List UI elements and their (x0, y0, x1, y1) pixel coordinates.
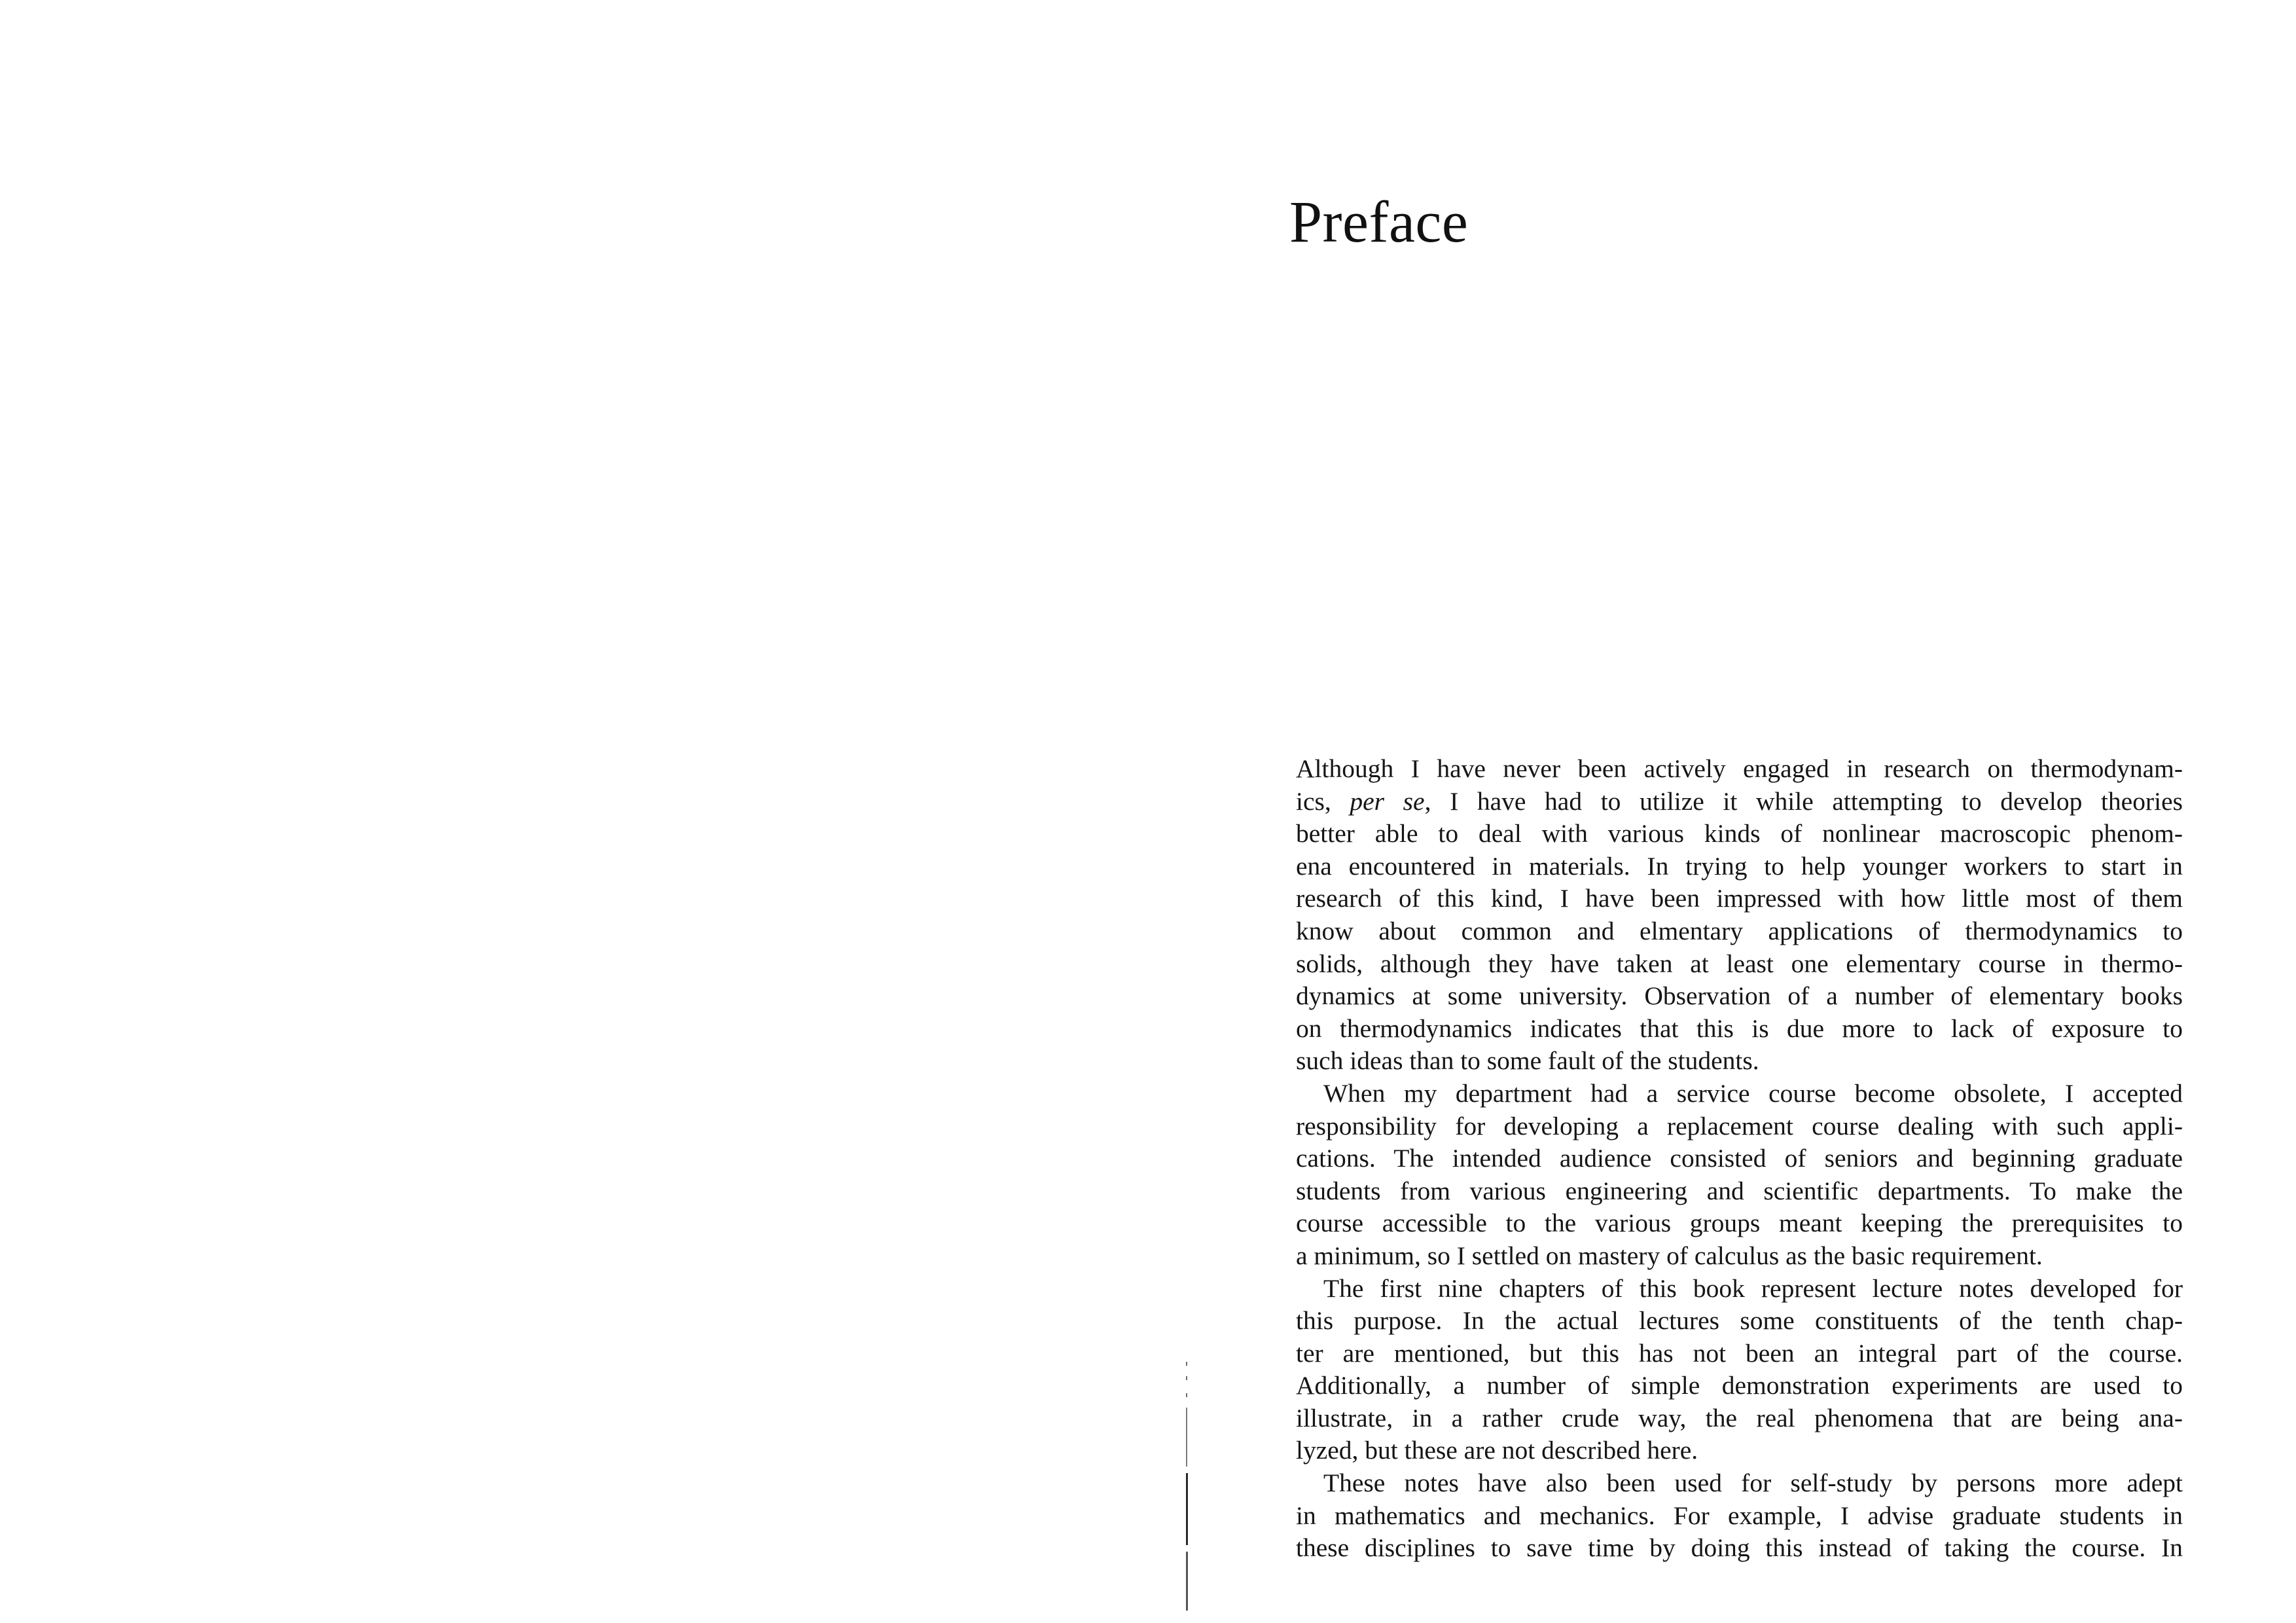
text-line: The first nine chapters of this book represent lecture notes developed for (1323, 1273, 2183, 1303)
text-line: these disciplines to save time by doing this instead of taking the course. In (1296, 1533, 2183, 1563)
text-line: responsibility for developing a replacement course dealing with such appli- (1296, 1111, 2183, 1140)
emphasis-per-se: per se (1350, 786, 1425, 816)
text-line: course accessible to the various groups meant keeping the prerequisites to (1296, 1209, 2183, 1238)
text-line: ter are mentioned, but this has not been an integral part of the course. (1296, 1338, 2183, 1368)
paragraph-4 (1296, 1467, 2183, 1565)
right-page (1198, 0, 2296, 1623)
text-line: this purpose. In the actual lectures some constituents of the tenth chap- (1296, 1306, 2183, 1336)
text-line: students from various engineering and scientific departments. To make the (1296, 1176, 2183, 1205)
paragraph-1 (1296, 753, 2183, 1078)
page-title: Preface (1289, 190, 1469, 255)
text-line: cations. The intended audience consisted of seniors and beginning graduate (1296, 1144, 2183, 1173)
text-line: know about common and elmentary applications of thermodynamics to (1296, 916, 2183, 945)
text-line: on thermodynamics indicates that this is due more to lack of exposure to (1296, 1013, 2183, 1043)
text-line: a minimum, so I settled on mastery of calculus as the basic requirement. (1296, 1241, 2043, 1270)
text-line: research of this kind, I have been impressed with how little most of them (1296, 884, 2183, 913)
text-line: solids, although they have taken at least one elementary course in thermo- (1296, 949, 2183, 978)
page-gutter-shadow (1182, 1362, 1191, 1611)
text-line: illustrate, in a rather crude way, the real phenomena that are being ana- (1296, 1403, 2183, 1432)
paragraph-3 (1296, 1273, 2183, 1468)
preface-body (1296, 753, 2183, 1565)
text-line: such ideas than to some fault of the students. (1296, 1046, 1759, 1076)
text-line: better able to deal with various kinds of nonlinear macroscopic phenom- (1296, 819, 2183, 848)
text-line: When my department had a service course become obsolete, I accepted (1323, 1078, 2183, 1108)
text-line: ics, per se, I have had to utilize it while attempting to develop theories (1296, 786, 2183, 816)
text-line: lyzed, but these are not described here. (1296, 1436, 1698, 1465)
text-line: in mathematics and mechanics. For example, I advise graduate students in (1296, 1501, 2183, 1530)
text-line: dynamics at some university. Observation of a number of elementary books (1296, 981, 2183, 1011)
text-line: These notes have also been used for self-study by persons more adept (1323, 1468, 2183, 1498)
text-line: ena encountered in materials. In trying to help younger workers to start in (1296, 851, 2183, 881)
text-line: Although I have never been actively engaged in research on thermodynam- (1296, 754, 2183, 783)
text-line: Additionally, a number of simple demonstration experiments are used to (1296, 1371, 2183, 1400)
paragraph-2 (1296, 1078, 2183, 1273)
